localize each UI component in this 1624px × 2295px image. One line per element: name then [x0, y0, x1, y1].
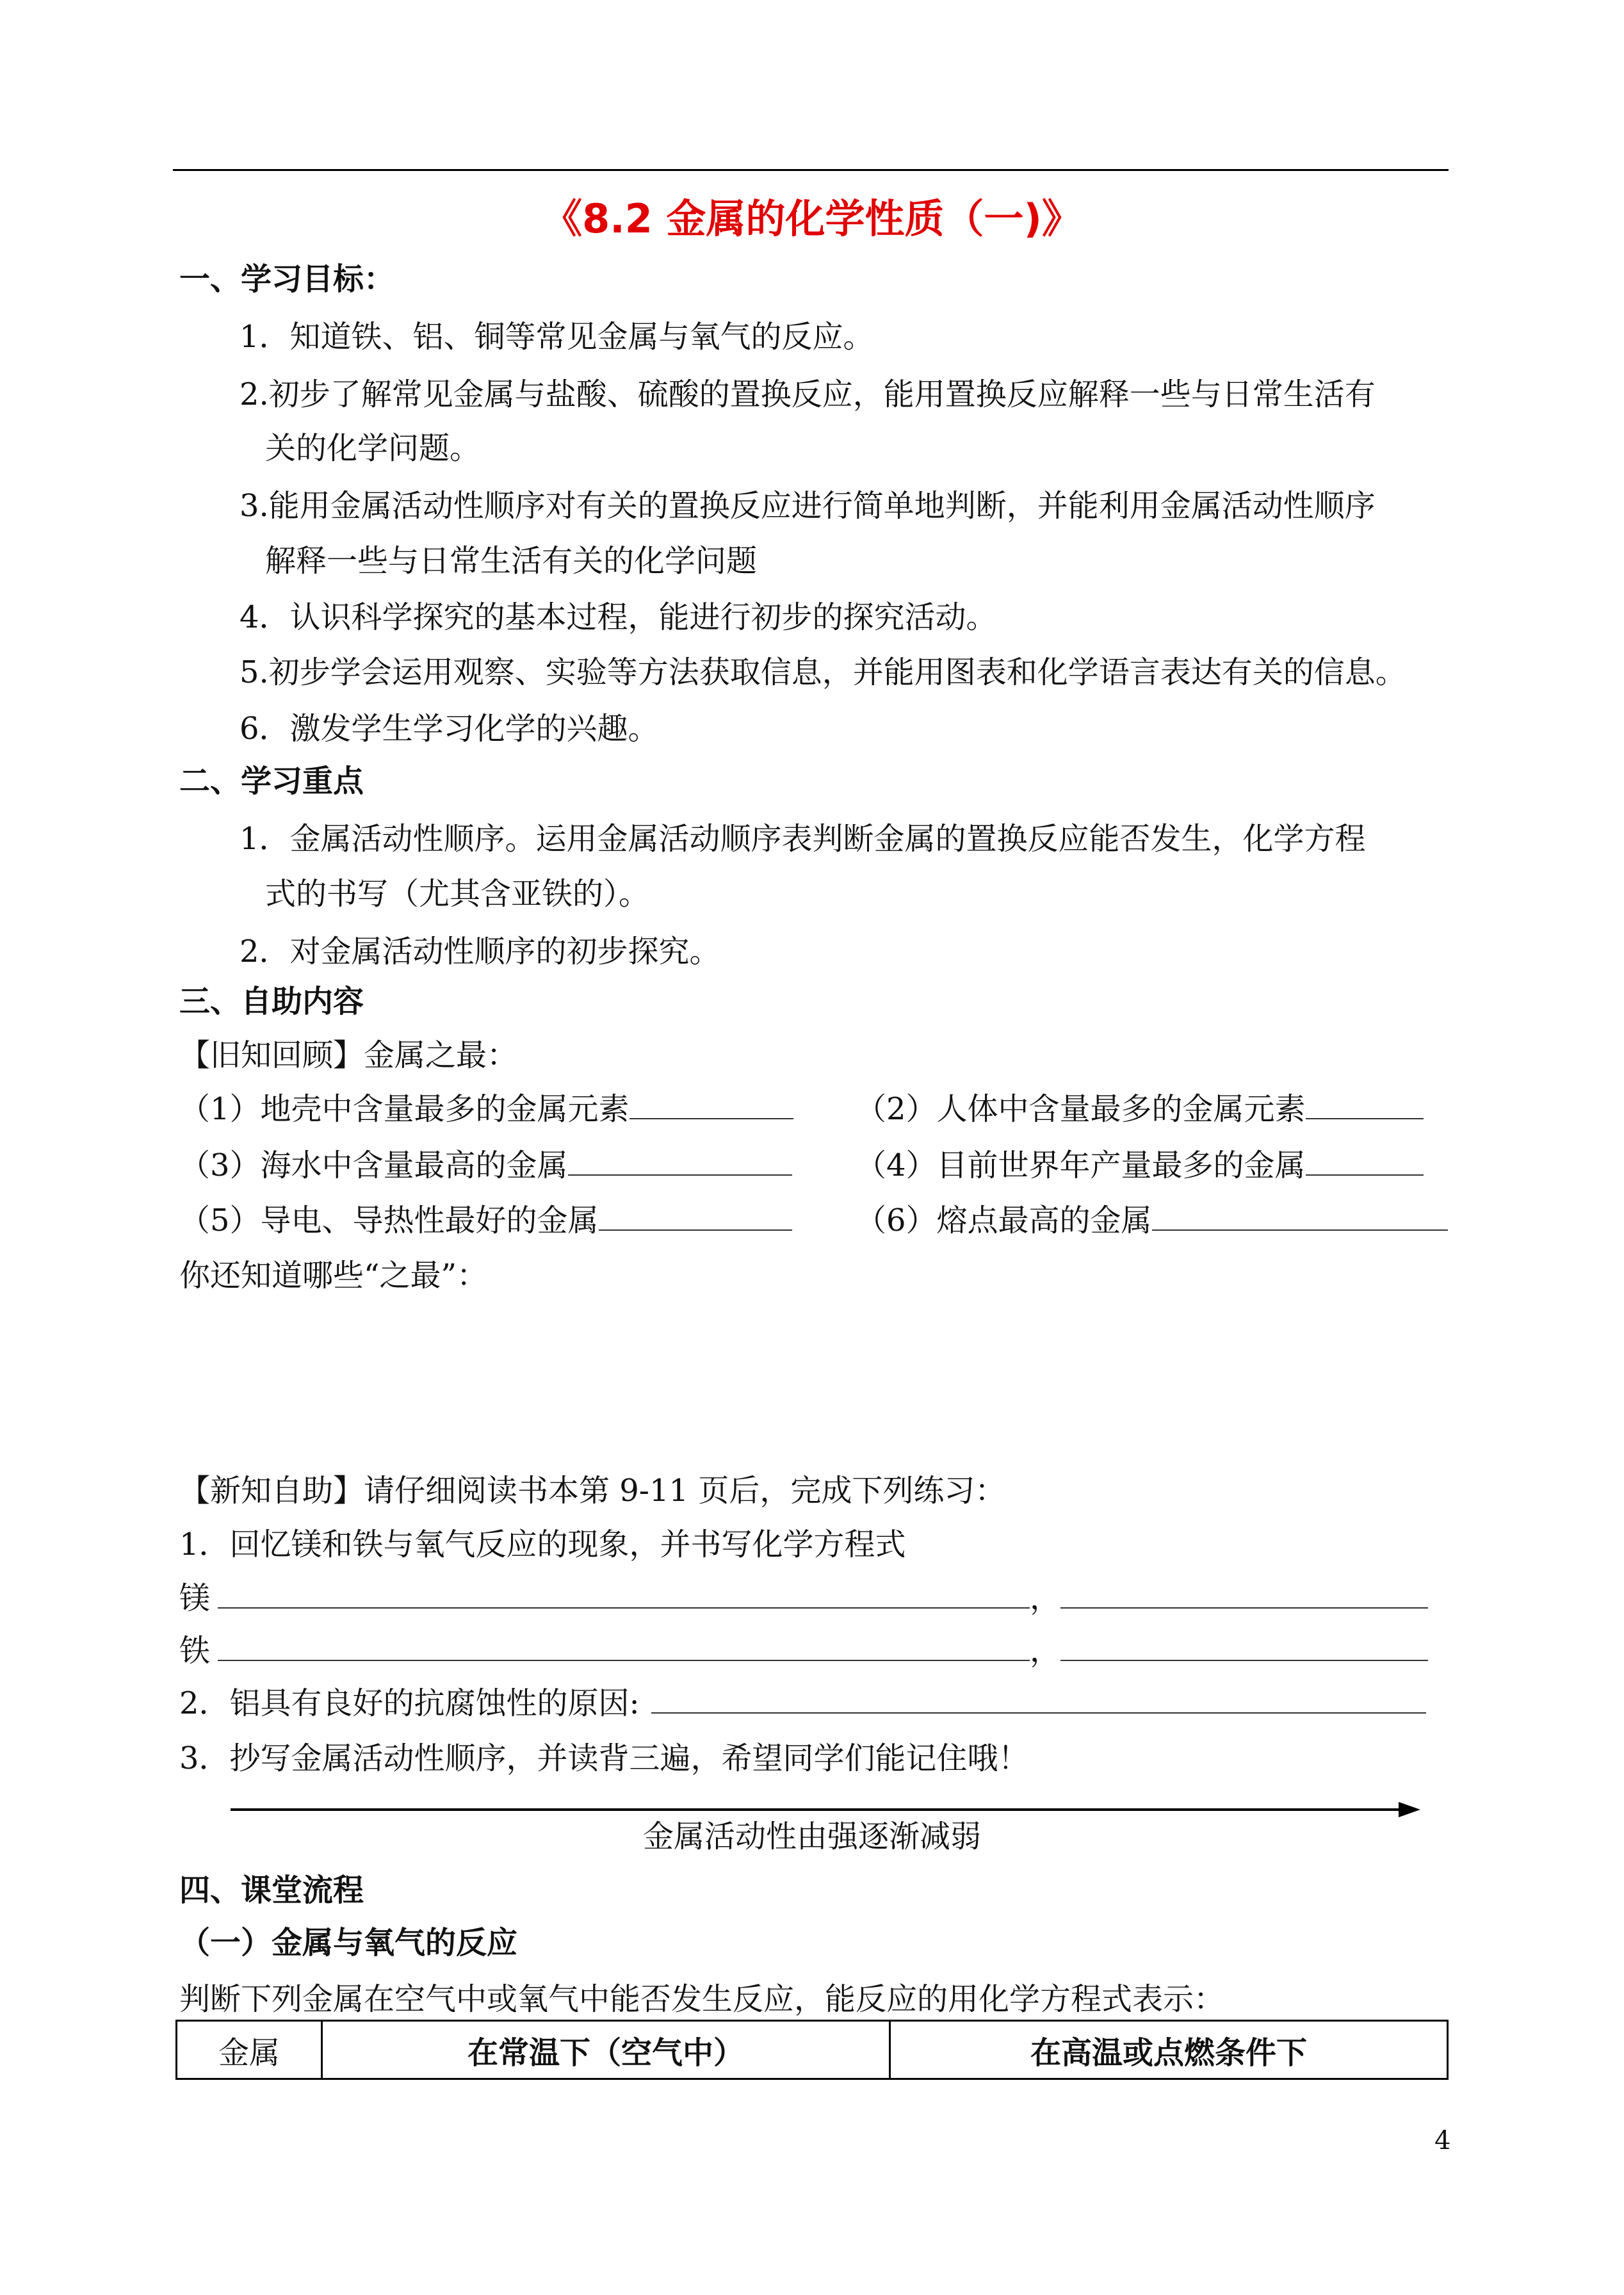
answer-blank[interactable]	[1306, 1092, 1424, 1119]
mg-label: 镁	[179, 1580, 211, 1616]
focus-item: 1．金属活动性顺序。运用金属活动顺序表判断金属的置换反应能否发生，化学方程	[240, 821, 1366, 857]
comma: ，	[1030, 1633, 1061, 1669]
question-2: 2．铝具有良好的抗腐蚀性的原因:	[179, 1685, 640, 1721]
goal-item: 解释一些与日常生活有关的化学问题	[265, 543, 758, 579]
review-item-text: （6）熔点最高的金属	[856, 1203, 1152, 1238]
new-knowledge-label: 【新知自助】请仔细阅读书本第 9-11 页后，完成下列练习：	[179, 1473, 1006, 1509]
arrow-caption: 金属活动性由强逐渐减弱	[642, 1819, 981, 1854]
answer-blank[interactable]	[568, 1149, 792, 1176]
answer-blank[interactable]	[629, 1092, 793, 1119]
goal-item: 1．知道铁、铝、铜等常见金属与氧气的反应。	[240, 319, 874, 355]
goal-item: 关的化学问题。	[265, 430, 481, 466]
mg-answer-line	[179, 1579, 1428, 1618]
focus-item: 式的书写（尤其含亚铁的）。	[265, 876, 650, 912]
answer-blank[interactable]	[651, 1687, 1426, 1714]
question-1: 1．回忆镁和铁与氧气反应的现象，并书写化学方程式	[179, 1527, 906, 1562]
answer-blank[interactable]	[218, 1634, 1030, 1661]
review-item-text: （5）导电、导热性最好的金属	[179, 1203, 599, 1238]
header-high-temp: 在高温或点燃条件下	[890, 2021, 1448, 2079]
flow-heading: 四、课堂流程	[179, 1872, 364, 1908]
goal-item: 5.初步学会运用观察、实验等方法获取信息，并能用图表和化学语言表达有关的信息。	[240, 654, 1406, 690]
review-item	[179, 1201, 792, 1240]
header-metal: 金属	[177, 2021, 322, 2079]
fe-answer-line	[179, 1632, 1428, 1670]
page-number: 4	[1434, 2126, 1451, 2155]
answer-blank[interactable]	[1152, 1204, 1448, 1231]
review-item-text: （4）目前世界年产量最多的金属	[856, 1148, 1306, 1183]
header-rule	[173, 169, 1449, 171]
review-item-text: （2）人体中含量最多的金属元素	[856, 1091, 1306, 1127]
page-title: 《8.2 金属的化学性质（一)》	[542, 195, 1082, 242]
review-label: 【旧知回顾】金属之最：	[179, 1037, 518, 1073]
review-item	[856, 1090, 1424, 1128]
judge-text: 判断下列金属在空气中或氧气中能否发生反应，能反应的用化学方程式表示：	[179, 1981, 1225, 2017]
answer-blank[interactable]	[1060, 1634, 1428, 1661]
focus-item: 2．对金属活动性顺序的初步探究。	[240, 934, 720, 969]
answer-blank[interactable]	[1060, 1582, 1428, 1609]
review-item-text: （1）地壳中含量最多的金属元素	[179, 1091, 629, 1127]
focus-heading: 二、学习重点	[179, 763, 364, 799]
metal-oxygen-table	[175, 2020, 1449, 2080]
review-item	[856, 1146, 1424, 1185]
goal-item: 4．认识科学探究的基本过程，能进行初步的探究活动。	[240, 599, 997, 635]
goals-heading: 一、学习目标：	[179, 261, 395, 297]
self-heading: 三、自助内容	[179, 984, 364, 1019]
comma: ，	[1030, 1580, 1061, 1616]
question-2-line	[179, 1684, 1426, 1723]
goal-item: 2.初步了解常见金属与盐酸、硫酸的置换反应，能用置换反应解释一些与日常生活有	[240, 377, 1376, 412]
review-item	[179, 1146, 792, 1185]
answer-blank[interactable]	[218, 1582, 1030, 1609]
table-header-row	[177, 2021, 1448, 2079]
review-item-text: （3）海水中含量最高的金属	[179, 1148, 568, 1183]
fe-label: 铁	[179, 1633, 211, 1669]
sub-heading: （一）金属与氧气的反应	[179, 1925, 518, 1961]
header-room-temp: 在常温下（空气中）	[322, 2021, 890, 2079]
review-item	[179, 1090, 793, 1128]
answer-blank[interactable]	[599, 1204, 792, 1231]
answer-blank[interactable]	[1306, 1149, 1424, 1176]
goal-item: 3.能用金属活动性顺序对有关的置换反应进行简单地判断，并能利用金属活动性顺序	[240, 488, 1376, 524]
question-3: 3．抄写金属活动性顺序，并读背三遍，希望同学们能记住哦！	[179, 1740, 1029, 1776]
review-item	[856, 1201, 1448, 1240]
more-question: 你还知道哪些“之最”：	[179, 1258, 488, 1293]
goal-item: 6．激发学生学习化学的兴趣。	[240, 711, 659, 747]
